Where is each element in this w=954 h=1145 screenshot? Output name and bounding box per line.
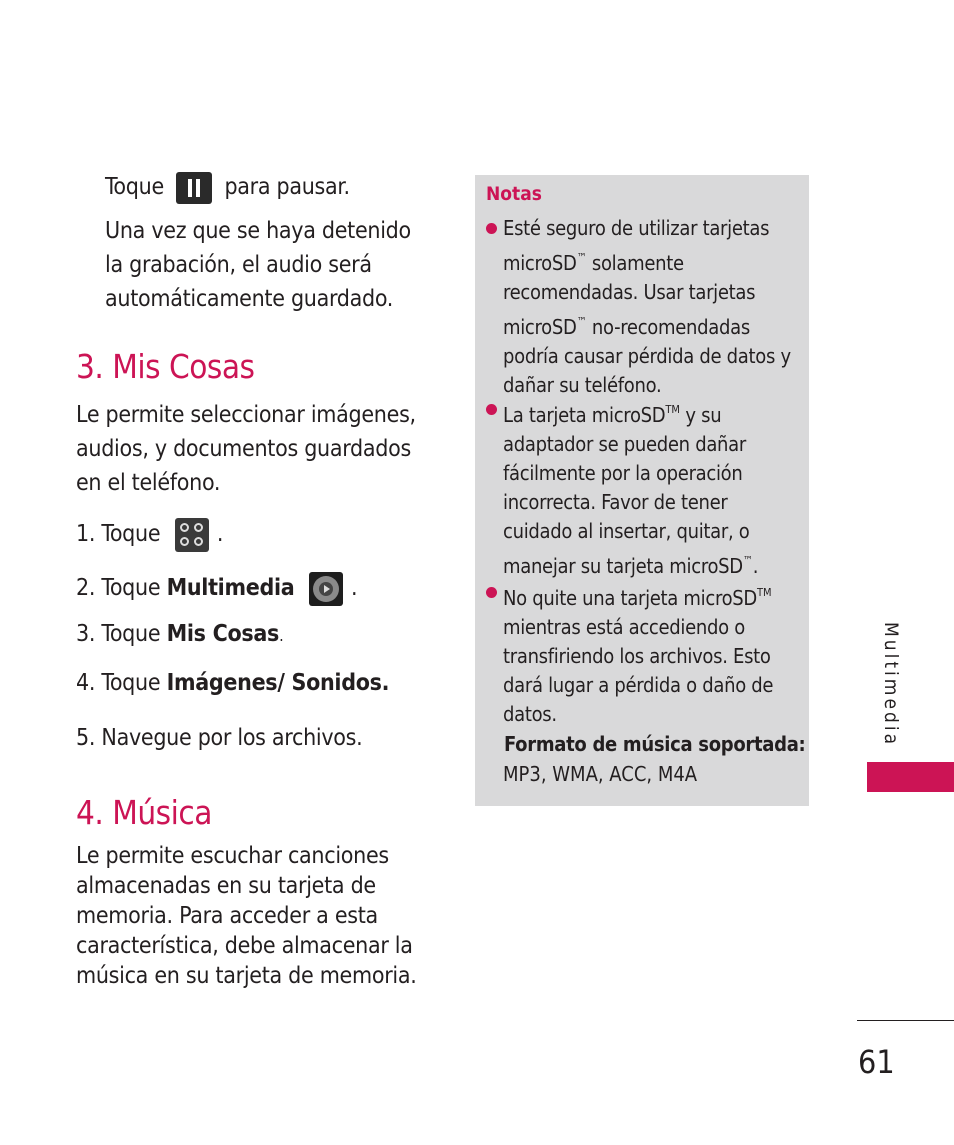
step-1 [76, 517, 223, 552]
intro-paragraph [105, 214, 445, 316]
note-line: manejar su tarjeta microSD™. [503, 554, 759, 578]
note-item [503, 214, 809, 400]
page-number: 61 [858, 1043, 895, 1081]
step-4 [76, 666, 389, 700]
step-bold: Imágenes/ Sonidos. [166, 670, 390, 696]
step-text: 1. Toque [76, 521, 161, 547]
intro-line: la grabación, el audio será [105, 252, 372, 278]
pause-before-text: Toque [105, 174, 164, 200]
notes-box [475, 175, 809, 806]
note-line: transfiriendo los archivos. Esto [503, 644, 771, 668]
note-item [503, 395, 809, 581]
note-item [503, 578, 809, 729]
pause-instruction [105, 170, 350, 204]
note-line: recomendadas. Usar tarjetas [503, 280, 756, 304]
description-line: música en su tarjeta de memoria. [76, 963, 417, 989]
format-label: Formato de música soportada: [504, 732, 806, 756]
step-2 [76, 571, 357, 606]
section-heading-mis-cosas: 3. Mis Cosas [76, 347, 255, 386]
note-line: incorrecta. Favor de tener [503, 490, 728, 514]
step-suffix: . [350, 575, 358, 601]
section3-description [76, 398, 446, 500]
intro-line: automáticamente guardado. [105, 286, 394, 312]
section-heading-musica: 4. Música [76, 793, 212, 832]
step-5 [76, 721, 362, 755]
description-line: memoria. Para acceder a esta [76, 903, 378, 929]
section-tab-marker [867, 762, 954, 792]
note-line: adaptador se pueden dañar [503, 432, 746, 456]
step-suffix: . [216, 521, 224, 547]
note-line: Esté seguro de utilizar tarjetas [503, 216, 770, 240]
note-line: fácilmente por la operación [503, 461, 743, 485]
bullet-icon [486, 404, 497, 415]
note-line: podría causar pérdida de datos y [503, 344, 791, 368]
format-value: MP3, WMA, ACC, M4A [503, 762, 698, 786]
pause-icon [176, 172, 212, 204]
note-line: microSD™ solamente [503, 251, 684, 275]
note-line: dará lugar a pérdida o daño de [503, 673, 774, 697]
section-side-label: Multimedia [880, 622, 902, 748]
notes-title: Notas [486, 183, 542, 205]
section4-description [76, 841, 456, 991]
note-line: No quite una tarjeta microSD™ [503, 586, 772, 610]
note-line: dañar su teléfono. [503, 373, 662, 397]
note-line: cuidado al insertar, quitar, o [503, 519, 750, 543]
note-line: microSD™ no-recomendadas [503, 315, 750, 339]
note-line: datos. [503, 702, 557, 726]
step-bold: Multimedia [166, 575, 295, 601]
step-bold: Mis Cosas [166, 621, 280, 647]
multimedia-icon [309, 572, 343, 606]
description-line: almacenadas en su tarjeta de [76, 873, 376, 899]
page-number-rule [857, 1020, 954, 1021]
step-text: 4. Toque [76, 670, 161, 696]
step-3 [76, 617, 283, 653]
description-line: audios, y documentos guardados [76, 436, 411, 462]
description-line: Le permite escuchar canciones [76, 843, 389, 869]
note-line: mientras está accediendo o [503, 615, 745, 639]
step-text: 5. Navegue por los archivos. [76, 725, 363, 751]
step-text: 3. Toque [76, 621, 161, 647]
step-suffix: . [279, 626, 284, 645]
pause-after-text: para pausar. [224, 174, 350, 200]
intro-line: Una vez que se haya detenido [105, 218, 411, 244]
bullet-icon [486, 223, 497, 234]
description-line: Le permite seleccionar imágenes, [76, 402, 416, 428]
step-text: 2. Toque [76, 575, 161, 601]
description-line: característica, debe almacenar la [76, 933, 413, 959]
description-line: en el teléfono. [76, 470, 221, 496]
note-line: La tarjeta microSD™ y su [503, 403, 722, 427]
bullet-icon [486, 587, 497, 598]
menu-grid-icon [175, 518, 209, 552]
